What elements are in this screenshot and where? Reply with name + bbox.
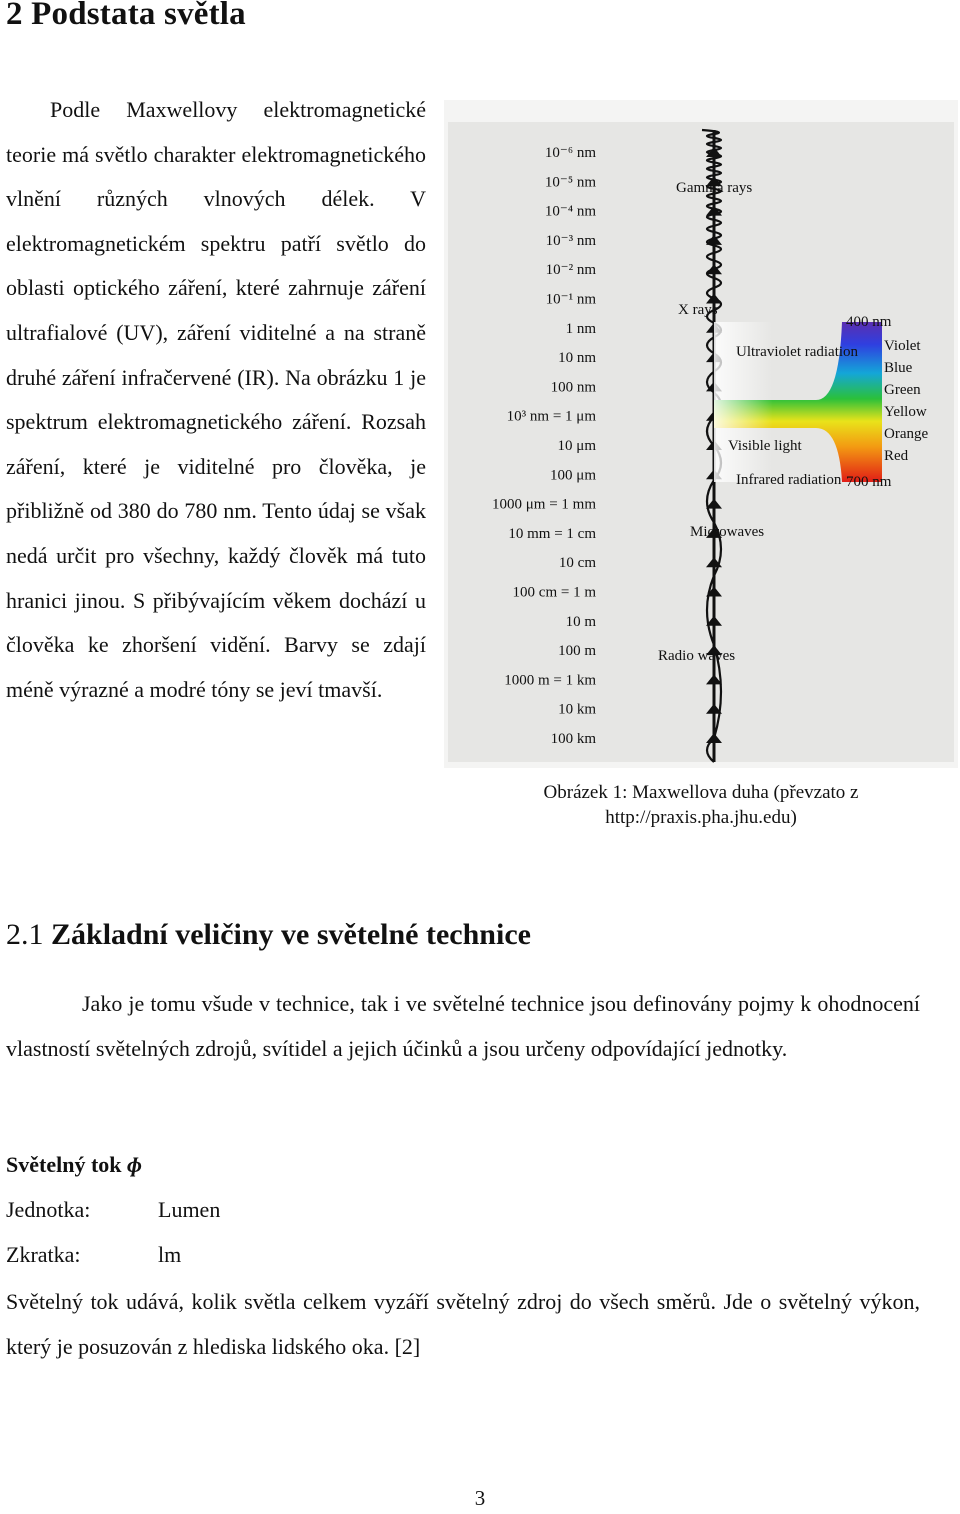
wavelength-label: 10³ nm = 1 μm — [506, 408, 596, 425]
section-number: 2.1 — [6, 918, 44, 951]
caption-line-1: Obrázek 1: Maxwellova duha (převzato z — [543, 782, 859, 803]
color-label: Yellow — [884, 404, 927, 420]
caption-line-2: http://praxis.pha.jhu.edu) — [605, 807, 797, 828]
section-paragraph — [6, 982, 920, 1071]
wavelength-label: 10⁻⁵ nm — [544, 174, 596, 191]
visible-top-label: 400 nm — [846, 314, 892, 330]
color-label: Blue — [884, 360, 913, 376]
spectrum-figure — [444, 100, 958, 768]
figure-caption — [444, 780, 958, 830]
section-heading — [6, 918, 531, 952]
wavelength-label: 10⁻³ nm — [545, 232, 596, 249]
microwaves-label: Microwaves — [690, 524, 765, 540]
page-number: 3 — [474, 1486, 486, 1510]
wavelength-label: 10 μm — [557, 438, 596, 454]
description-text: Světelný tok udává, kolik světla celkem vyzáří světelný zdroj do všech směrů. Jde o světelný výkon, který je posuzován z hlediska lidského oka. [2] — [6, 1289, 920, 1359]
visible-bottom-label: 700 nm — [846, 474, 892, 490]
chapter-heading: 2 Podstata světla — [6, 0, 246, 32]
wavelength-label: 1000 μm = 1 mm — [491, 496, 596, 513]
wavelength-label: 10⁻⁶ nm — [544, 145, 596, 161]
wavelength-label: 1000 m = 1 km — [504, 672, 596, 689]
abbr-value: lm — [158, 1242, 182, 1267]
wavelength-label: 100 nm — [550, 379, 596, 396]
color-label: Orange — [884, 426, 929, 442]
unit-row — [6, 1197, 220, 1223]
spectrum-diagram — [444, 100, 958, 768]
wavelength-label: 100 km — [550, 731, 596, 747]
wavelength-label: 10 km — [558, 701, 596, 718]
wavelength-label: 10 nm — [558, 350, 596, 367]
intro-paragraph — [6, 88, 426, 712]
unit-label: Jednotka: — [6, 1197, 91, 1222]
wavelength-label: 1 nm — [565, 320, 596, 337]
color-label: Violet — [884, 338, 921, 354]
wavelength-label: 100 m — [558, 643, 596, 660]
xrays-label: X rays — [678, 302, 718, 318]
visible-label: Visible light — [728, 438, 802, 454]
quantity-symbol: ɸ — [127, 1152, 142, 1177]
wavelength-label: 10 mm = 1 cm — [508, 525, 596, 542]
wavelength-label: 100 μm — [550, 467, 596, 484]
ir-label: Infrared radiation — [736, 472, 842, 488]
radio-label: Radio waves — [658, 648, 736, 664]
intro-text: Podle Maxwellovy elektromagnetické teorie má světlo charakter elektromagnetického vlnění různých vlnových délek. V elektromagnetickém spektru patří světlo do oblasti optického záření, které zahrnuje záření ultrafialové (UV), záření viditelné a na straně druhé záření infračervené (IR). Na obrázku 1 je spektrum elektromagnetického záření. Rozsah záření, které je viditelné pro člověka, je přibližně od 380 do 780 nm. Tento údaj se však nedá určit pro všechny, každý člověk má tuto hranici jinou. S přibývajícím věkem dochází u člověka ke zhoršení vidění. Barvy se zdají méně výrazné a modré tóny se jeví tmavší. — [6, 97, 426, 702]
wavelength-label: 10⁻² nm — [545, 262, 596, 279]
abbr-label: Zkratka: — [6, 1242, 81, 1267]
quantity-description — [6, 1280, 920, 1369]
color-label: Red — [884, 448, 909, 464]
section-text: Jako je tomu všude v technice, tak i ve světelné technice jsou definovány pojmy k ohodnocení vlastností světelných zdrojů, svítidel a jejich účinků a jsou určeny odpovídající jednotky. — [6, 991, 920, 1061]
wavelength-label: 10 cm — [558, 555, 596, 572]
gamma-label: Gamma rays — [676, 180, 753, 196]
abbr-row — [6, 1242, 181, 1268]
color-label: Green — [884, 382, 921, 398]
wavelength-label: 10⁻⁴ nm — [544, 203, 596, 220]
uv-label: Ultraviolet radiation — [736, 344, 859, 360]
quantity-name: Světelný tok — [6, 1152, 122, 1177]
wavelength-label: 10 m — [565, 613, 596, 630]
wavelength-label: 100 cm = 1 m — [512, 584, 596, 601]
section-title: Základní veličiny ve světelné technice — [51, 918, 531, 951]
unit-value: Lumen — [158, 1197, 221, 1222]
quantity-heading — [6, 1152, 142, 1178]
wavelength-label: 10⁻¹ nm — [545, 291, 596, 308]
